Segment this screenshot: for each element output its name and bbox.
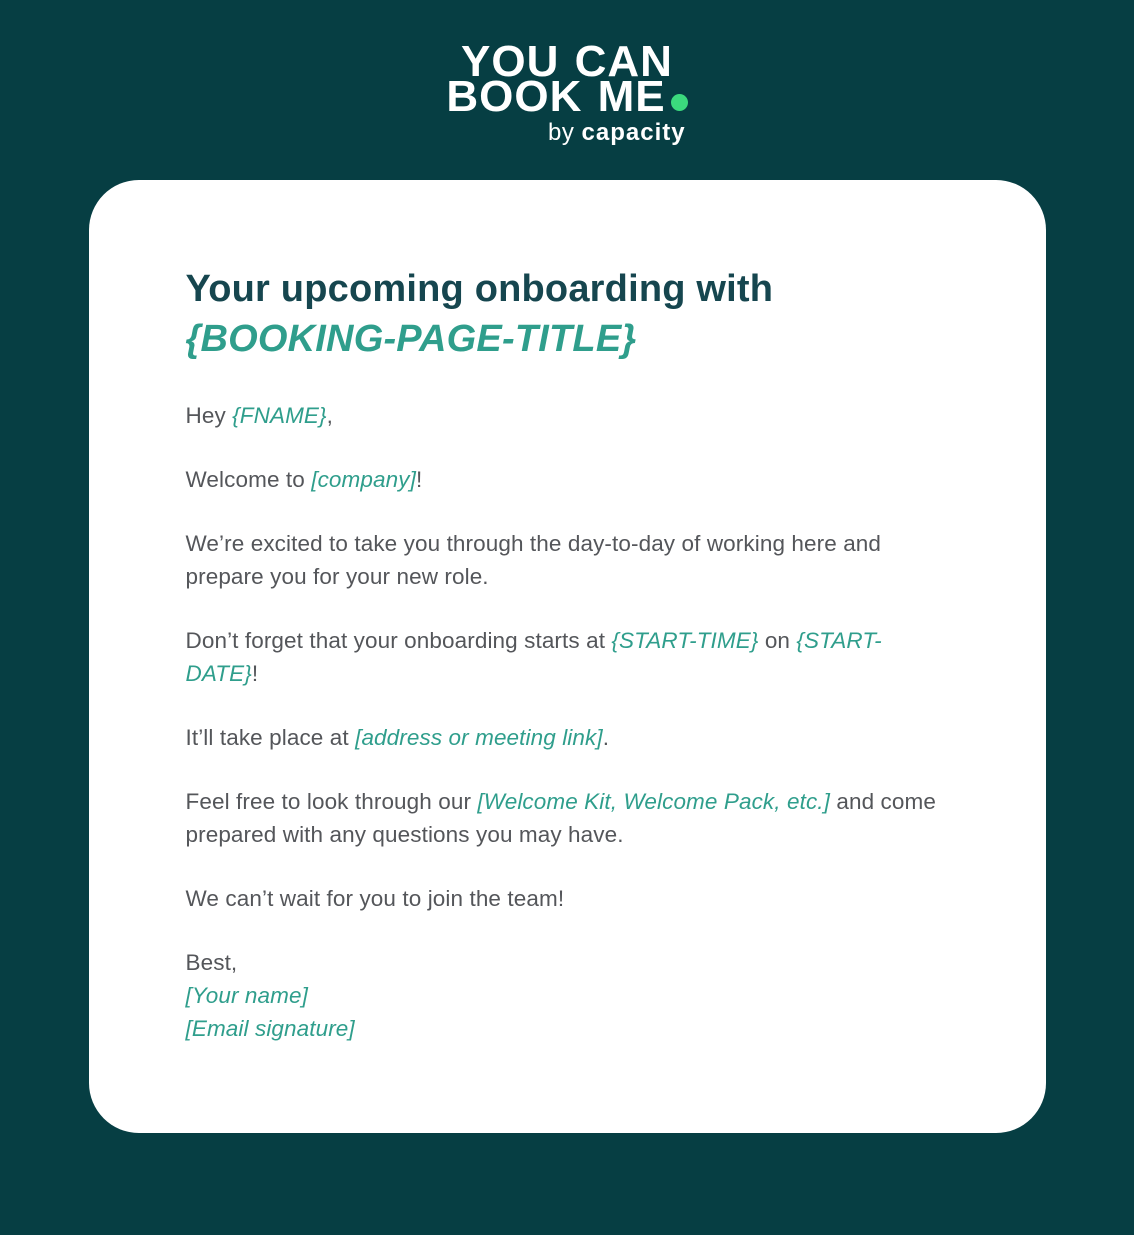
logo: [0, 0, 1134, 145]
merge-tag: {START-TIME}: [611, 628, 759, 653]
merge-tag: [Welcome Kit, Welcome Pack, etc.]: [477, 789, 830, 814]
text-run: Best,: [185, 950, 238, 975]
email-card: [89, 180, 1046, 1133]
byline-brand: capacity: [581, 119, 686, 146]
paragraph: [186, 882, 948, 915]
byline-by: by: [548, 119, 575, 146]
merge-tag: [address or meeting link]: [355, 725, 603, 750]
paragraph: [186, 399, 948, 432]
text-run: Hey: [185, 403, 233, 428]
paragraph: [186, 946, 948, 1045]
merge-tag: [Your name]: [185, 983, 308, 1008]
paragraph: [186, 785, 948, 851]
merge-tag: [Email signature]: [185, 1016, 355, 1041]
text-run: Don’t forget that your onboarding starts at: [185, 628, 612, 653]
text-run: .: [602, 725, 610, 750]
heading-text: Your upcoming onboarding with: [185, 268, 774, 310]
logo-line2-text: BOOK ME: [446, 72, 666, 121]
text-run: Welcome to: [185, 467, 312, 492]
paragraph: [186, 721, 948, 754]
text-run: We can’t wait for you to join the team!: [185, 886, 565, 911]
text-run: on: [758, 628, 797, 653]
text-run: and come prepared with any questions you may have.: [185, 789, 936, 847]
text-run: We’re excited to take you through the day-to-day of working here and prepare you for your new role.: [185, 531, 882, 589]
text-run: ,: [326, 403, 334, 428]
logo-line1: YOU CAN: [461, 37, 673, 86]
text-run: !: [415, 467, 423, 492]
logo-dot-icon: [671, 94, 688, 111]
paragraph: [186, 463, 948, 496]
logo-line2: [446, 72, 687, 121]
paragraph: [186, 624, 948, 690]
email-body: [186, 399, 950, 1045]
email-heading: [186, 264, 948, 364]
merge-tag: {FNAME}: [232, 403, 327, 428]
text-run: !: [251, 661, 259, 686]
merge-tag: [company]: [311, 467, 416, 492]
text-run: It’ll take place at: [185, 725, 356, 750]
logo-wordmark: [446, 37, 687, 121]
heading-merge-tag: {BOOKING-PAGE-TITLE}: [185, 318, 637, 360]
paragraph: [186, 527, 948, 593]
text-run: Feel free to look through our: [185, 789, 478, 814]
logo-byline: [446, 121, 687, 145]
merge-tag: {START-DATE}: [185, 628, 882, 686]
